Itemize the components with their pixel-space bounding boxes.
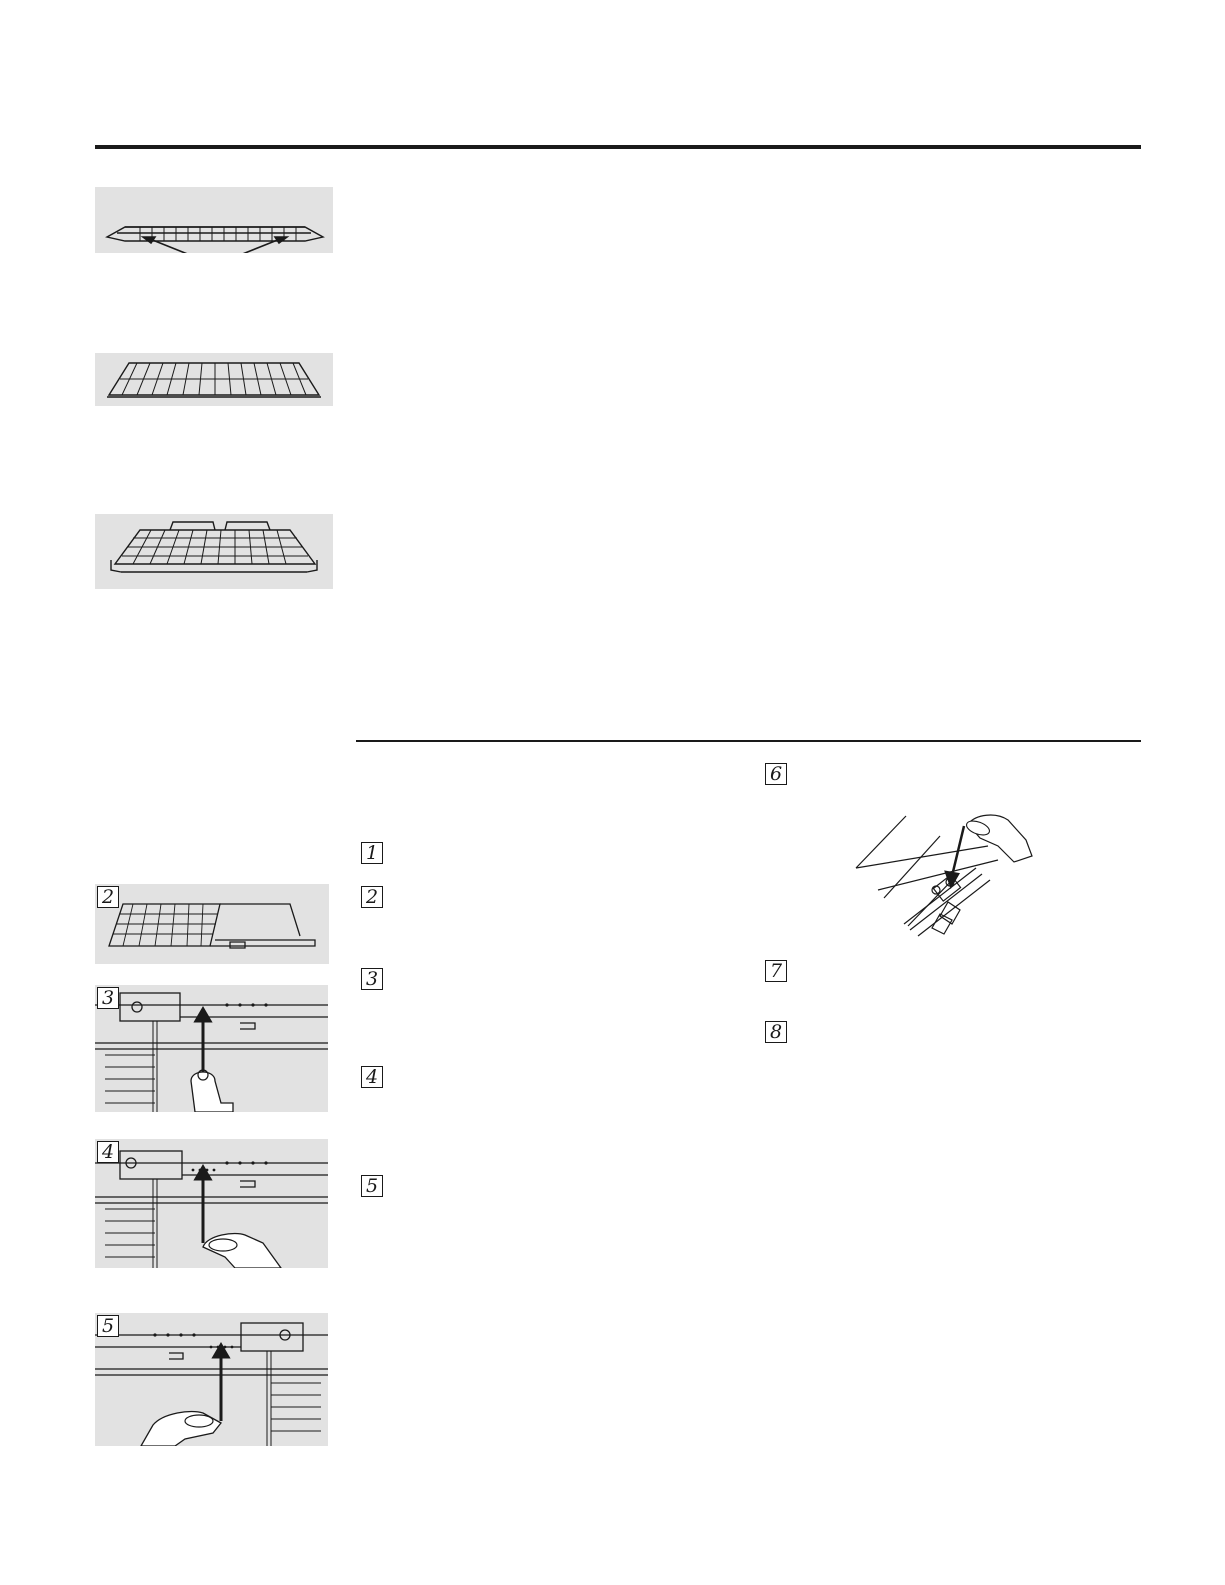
- step-7-badge: 7: [765, 960, 787, 982]
- top-rule: [95, 145, 1141, 149]
- step-2-badge: 2: [361, 886, 383, 908]
- step-5-badge: 5: [361, 1175, 383, 1197]
- figure-4-lubricate-slide: [95, 1139, 328, 1268]
- step-4-badge: 4: [361, 1066, 383, 1088]
- figure-2-extended-rack: [95, 884, 329, 964]
- figure-3-lubricate-slide: [95, 985, 328, 1112]
- section-rule: [356, 740, 1141, 742]
- wire-rack-illustration: [95, 353, 333, 406]
- step-8-badge: 8: [765, 1021, 787, 1043]
- step-3-badge: 3: [361, 968, 383, 990]
- step-6-illustration: [848, 806, 1038, 956]
- extension-rack-illustration: [95, 514, 333, 589]
- step-6-badge: 6: [765, 763, 787, 785]
- figure-5-lubricate-slide: [95, 1313, 328, 1446]
- figure-5-badge: 5: [97, 1315, 119, 1337]
- figure-3-badge: 3: [97, 987, 119, 1009]
- figure-4-badge: 4: [97, 1141, 119, 1163]
- figure-2-badge: 2: [97, 886, 119, 908]
- step-1-badge: 1: [361, 842, 383, 864]
- flat-rack-illustration: [95, 187, 333, 253]
